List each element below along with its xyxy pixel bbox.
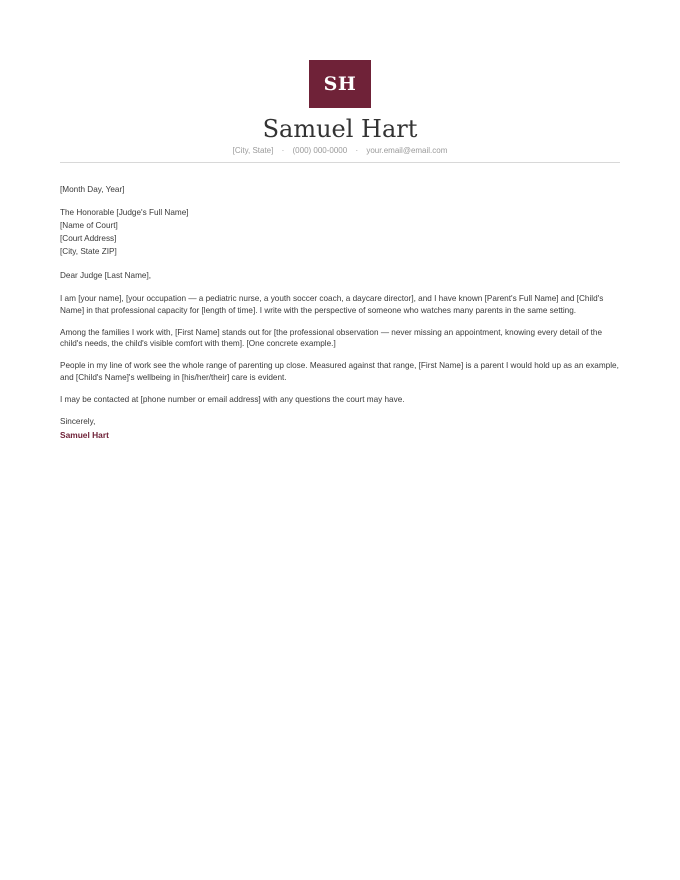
monogram-text: SH <box>323 73 357 95</box>
contact-phone: (000) 000-0000 <box>292 146 348 155</box>
sender-name: Samuel Hart <box>262 115 418 143</box>
signature: Samuel Hart <box>60 429 109 440</box>
header-divider <box>60 162 620 163</box>
letter-body <box>60 184 620 441</box>
body-paragraph: People in my line of work see the whole range of parenting up close. Measured against that range, [First Name] is a parent I would hold up as an example, and [Child's Name]'s wellbeing in [his/her/their] care is evident. <box>60 361 619 382</box>
salutation: Dear Judge [Last Name], <box>60 271 152 281</box>
closing: Sincerely, <box>60 416 96 426</box>
contact-separator: · <box>281 146 285 155</box>
letter-date: [Month Day, Year] <box>60 185 125 194</box>
monogram-badge <box>309 60 371 108</box>
contact-location: [City, State] <box>232 146 274 155</box>
body-paragraph: Among the families I work with, [First Name] stands out for [the professional observation — never missing an appointment, knowing every detail of the child's needs, the child's visible comfort with them]. [One concrete example.] <box>60 327 602 349</box>
contact-line <box>0 145 680 157</box>
recipient-line: [Court Address] <box>60 233 117 243</box>
contact-separator: · <box>355 146 359 155</box>
contact-email: your.email@email.com <box>366 146 448 155</box>
recipient-line: [City, State ZIP] <box>60 246 117 256</box>
recipient-line: [Name of Court] <box>60 220 118 230</box>
body-paragraph: I may be contacted at [phone number or email address] with any questions the court may have. <box>60 394 405 404</box>
recipient-line: The Honorable [Judge's Full Name] <box>60 208 189 217</box>
recipient-address <box>60 207 620 259</box>
body-paragraph: I am [your name], [your occupation — a pediatric nurse, a youth soccer coach, a daycare director], and I have known [Parent's Full Name] and [Child's Name] in that professional capacity for [length of time]. I write with the perspective of someone who watches many parents in the same setting. <box>60 294 604 315</box>
